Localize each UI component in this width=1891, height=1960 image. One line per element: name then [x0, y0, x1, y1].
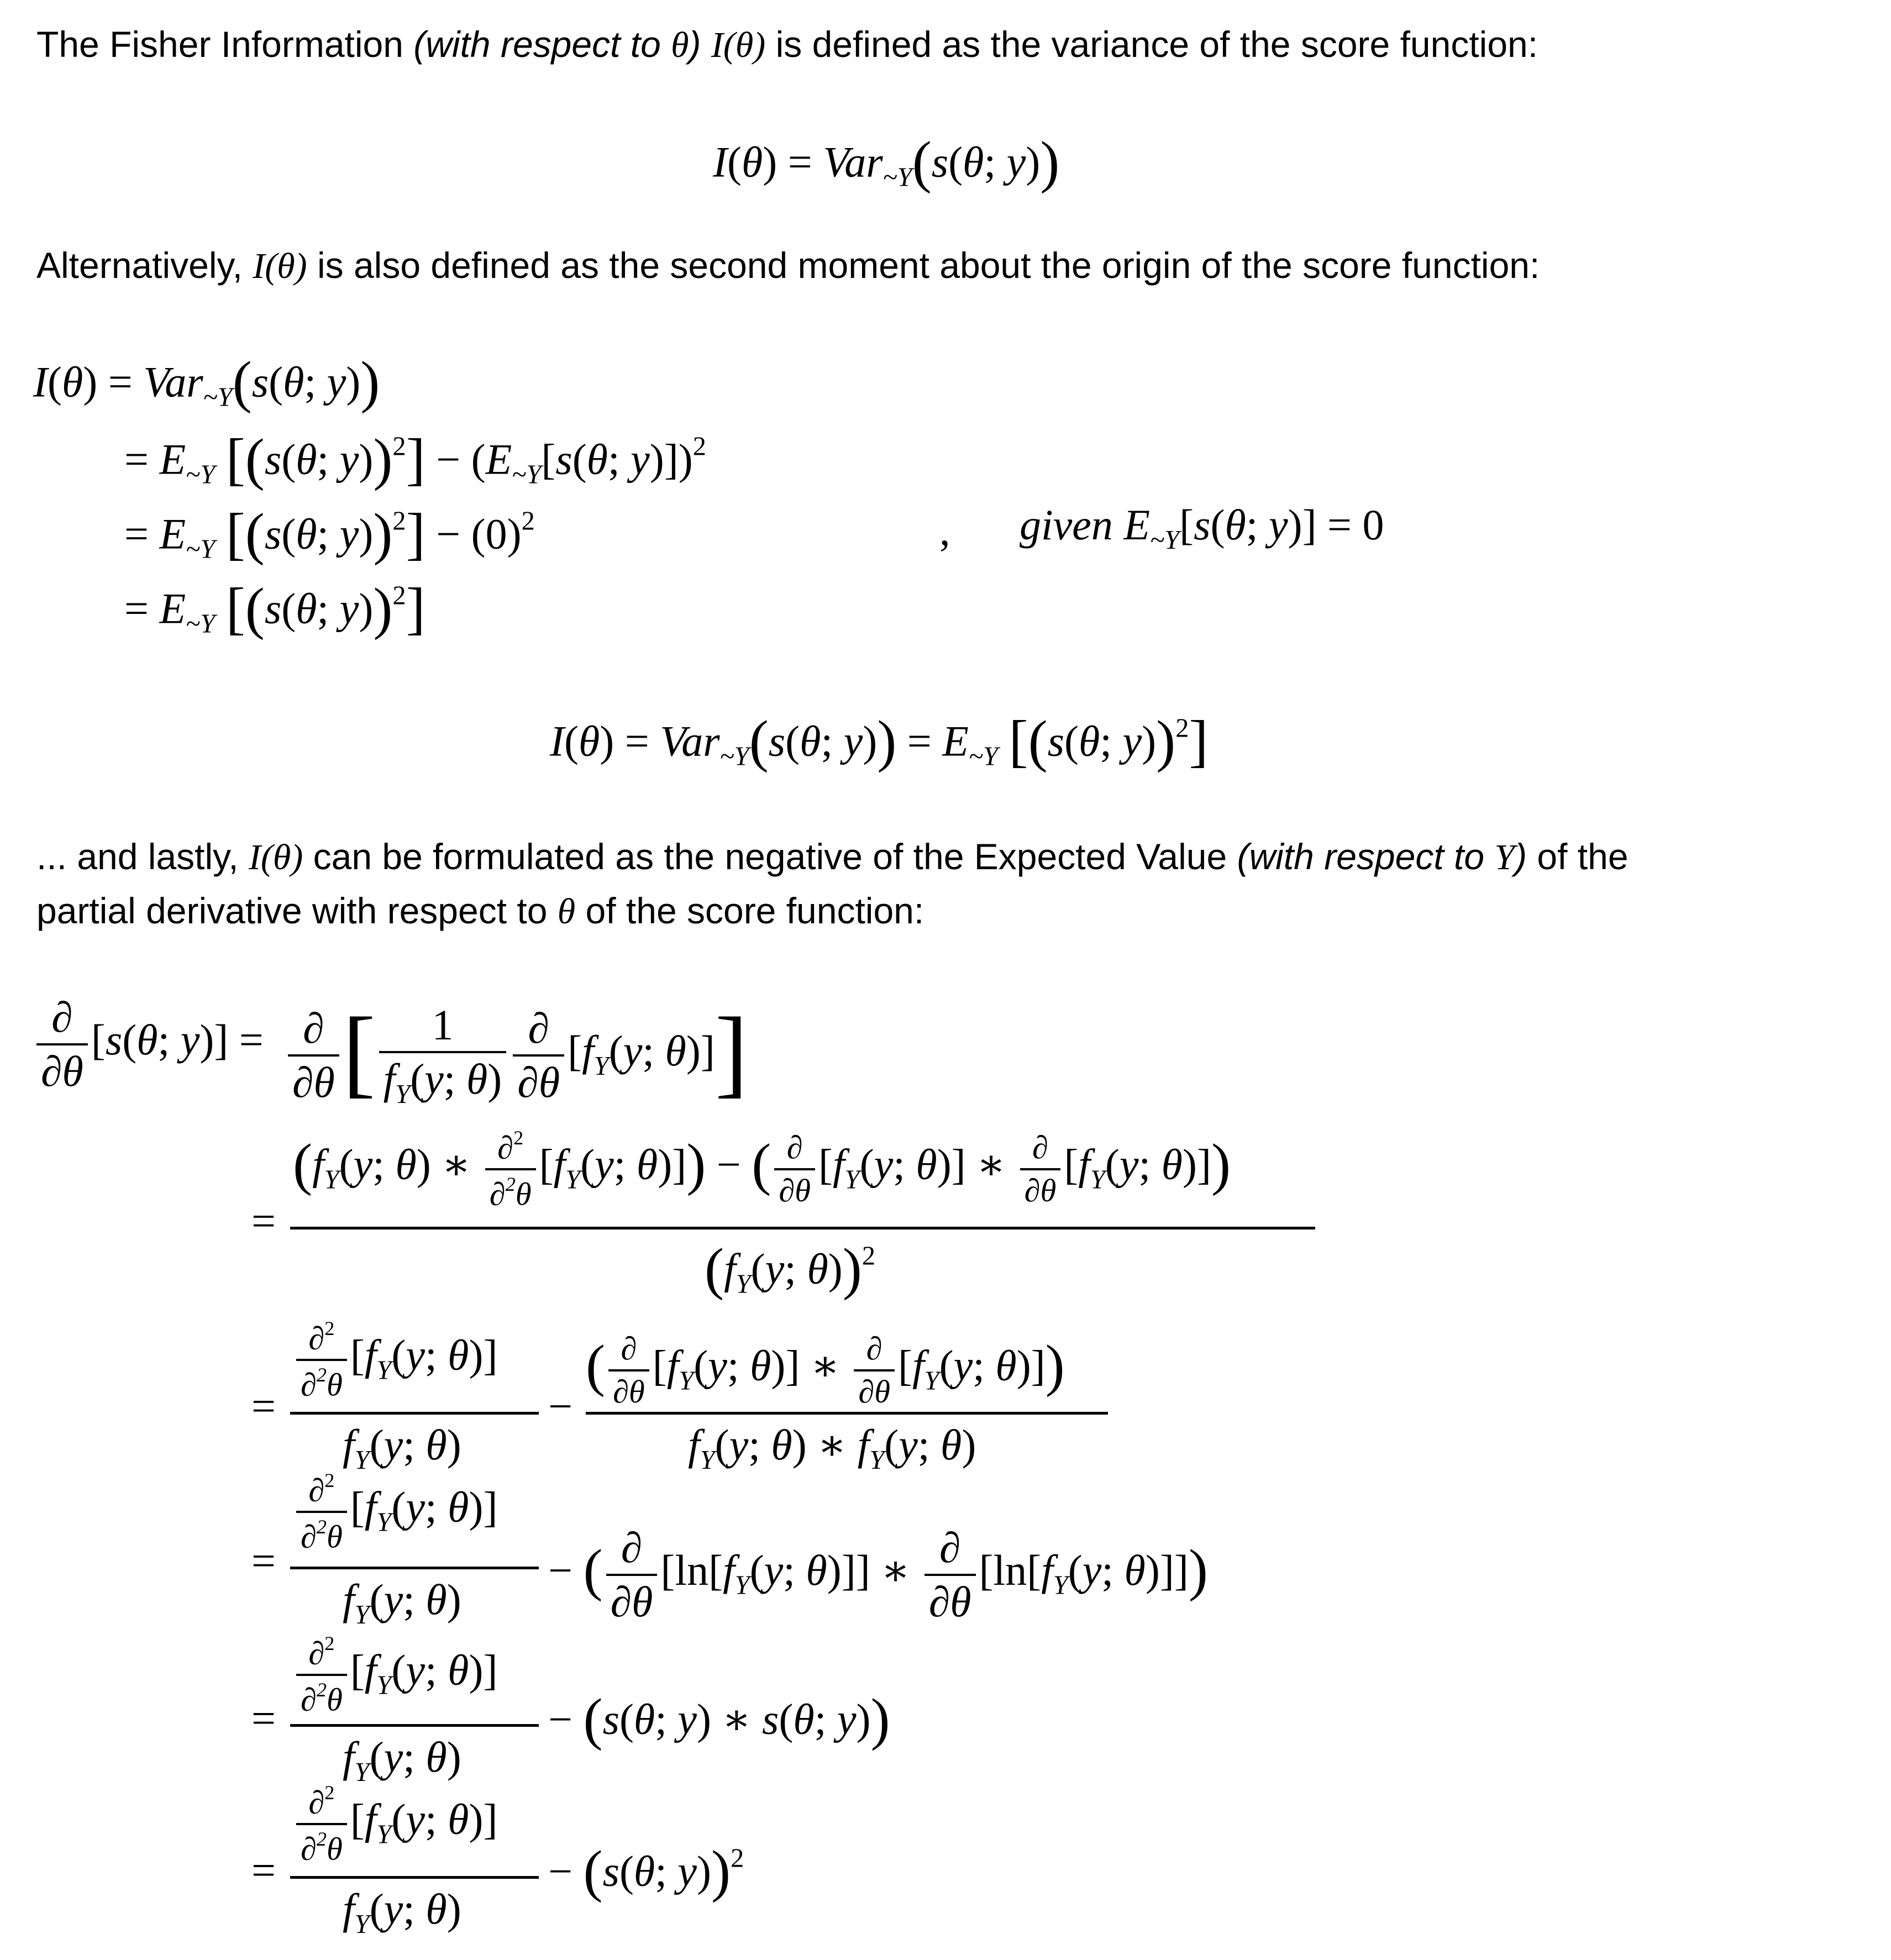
derivation2-step5-fraction-bar	[290, 1724, 539, 1727]
derivation2-step4-equals: =	[251, 1537, 276, 1585]
equation-variance-definition: I(θ) = Var$_{\sim Y}$(s(θ; y))	[713, 129, 1060, 194]
derivation2-step6-numerator: $\frac{\partial^2}{\partial^2\theta}$ [$f_Y(y$; θ)]	[293, 1782, 497, 1866]
derivation2-step5-denominator: $f_Y(y$; θ)	[343, 1733, 461, 1787]
derivation1-line1: I(θ) = Var$_{\sim Y}$(s(θ; y))	[33, 349, 380, 414]
derivation2-step1: $\frac{\partial}{\partial\theta}$ [ $\frac{1}{f_Y(y; \theta)}$ $\frac{\partial}{\partial\theta}$ [$f_Y(y$; θ)]]	[285, 995, 748, 1109]
derivation1-condition: given $E_{\sim Y}[s(\theta$; y)] = 0	[1020, 501, 1384, 555]
derivation1-line2: = $E_{\sim Y}$ [(s(θ; $y))^2] - (E_{\sim Y}[s(\theta$; y)])$^2$	[124, 427, 706, 491]
derivation2-step2-denominator: ($f_Y(y$; θ))$^2$	[705, 1236, 876, 1301]
equation-variance-equals-second-moment: I(θ) = Var$_{\sim Y}$(s(θ; $y)) = E_{\sim Y}$ [(s(θ; y))$^2$]	[550, 708, 1209, 773]
paragraph-negative-expected-value-line1: ... and lastly, I(θ) can be formulated as the negative of the Expected Value (with respect to Y) of the	[36, 836, 1629, 877]
derivation2-step3-minus: −	[548, 1382, 572, 1430]
derivation2-step4-numerator: $\frac{\partial^2}{\partial^2\theta}$ [$f_Y(y$; θ)]	[293, 1470, 497, 1554]
derivation2-step3-a-numerator: $\frac{\partial^2}{\partial^2\theta}$ [$f_Y(y$; θ)]	[293, 1318, 497, 1402]
derivation1-line4: = $E_{\sim Y}$ [(s(θ; y))$^2$]	[124, 576, 426, 640]
derivation2-lhs: $\frac{\partial}{\partial\theta}$ [s(θ; y)] =	[33, 995, 264, 1094]
derivation2-step3-b-denominator: $f_Y(y$; θ) ∗ $f_Y(y$; θ)	[688, 1421, 976, 1475]
paragraph-second-moment: Alternatively, I(θ) is also defined as the second moment about the origin of the score function:	[36, 245, 1540, 286]
derivation2-step3-equals: =	[251, 1382, 276, 1430]
derivation2-step5-tail: − (s(θ; y) ∗ s(θ; y))	[548, 1686, 890, 1751]
derivation2-step2-equals: =	[251, 1197, 276, 1245]
derivation2-step6-fraction-bar	[290, 1876, 539, 1879]
derivation2-step4-tail: − ( $\frac{\partial}{\partial\theta}$ [$\ln[f_Y(y$; θ)]] ∗ $\frac{\partial}{\partial\theta}$ [$\ln[f_Y(y$; θ)]])	[548, 1523, 1208, 1626]
paragraph-fisher-definition: The Fisher Information (with respect to θ) I(θ) is defined as the variance of the score function:	[36, 24, 1538, 65]
derivation2-step2-numerator: ($f_Y(y$; θ) ∗ $\frac{\partial^2}{\partial^2\theta}$ [$f_Y(y$; θ)]) − ( $\frac{\partial}{\partial\theta}$ [$f_Y(y$; θ)] ∗ $\frac{\partial}{\partial\theta}$ [$f_Y(y$; θ)])	[293, 1127, 1231, 1212]
derivation2-step3-b-fraction-bar	[586, 1412, 1108, 1415]
derivation2-step6-denominator: $f_Y(y$; θ)	[343, 1885, 461, 1939]
derivation1-separator: ,	[939, 506, 950, 554]
derivation2-step3-a-fraction-bar	[290, 1412, 539, 1415]
derivation2-step4-fraction-bar	[290, 1567, 539, 1569]
paragraph-negative-expected-value-line2: partial derivative with respect to θ of the score function:	[36, 890, 925, 932]
derivation2-step6-tail: − (s(θ; y))$^2$	[548, 1838, 744, 1903]
derivation2-step6-equals: =	[251, 1846, 276, 1894]
derivation2-step3-b-numerator: ( $\frac{\partial}{\partial\theta}$ [$f_Y(y$; θ)] ∗ $\frac{\partial}{\partial\theta}$ [$f_Y(y$; θ)])	[586, 1331, 1065, 1410]
derivation1-line3: = $E_{\sim Y}$ [(s(θ; $y))^2] - (0)^2$	[124, 501, 535, 566]
derivation2-step2-fraction-bar	[290, 1227, 1315, 1229]
derivation2-step5-numerator: $\frac{\partial^2}{\partial^2\theta}$ [$f_Y(y$; θ)]	[293, 1633, 497, 1717]
derivation2-step4-denominator: $f_Y(y$; θ)	[343, 1575, 461, 1630]
derivation2-step3-a-denominator: $f_Y(y$; θ)	[343, 1421, 461, 1475]
derivation2-step5-equals: =	[251, 1694, 276, 1742]
